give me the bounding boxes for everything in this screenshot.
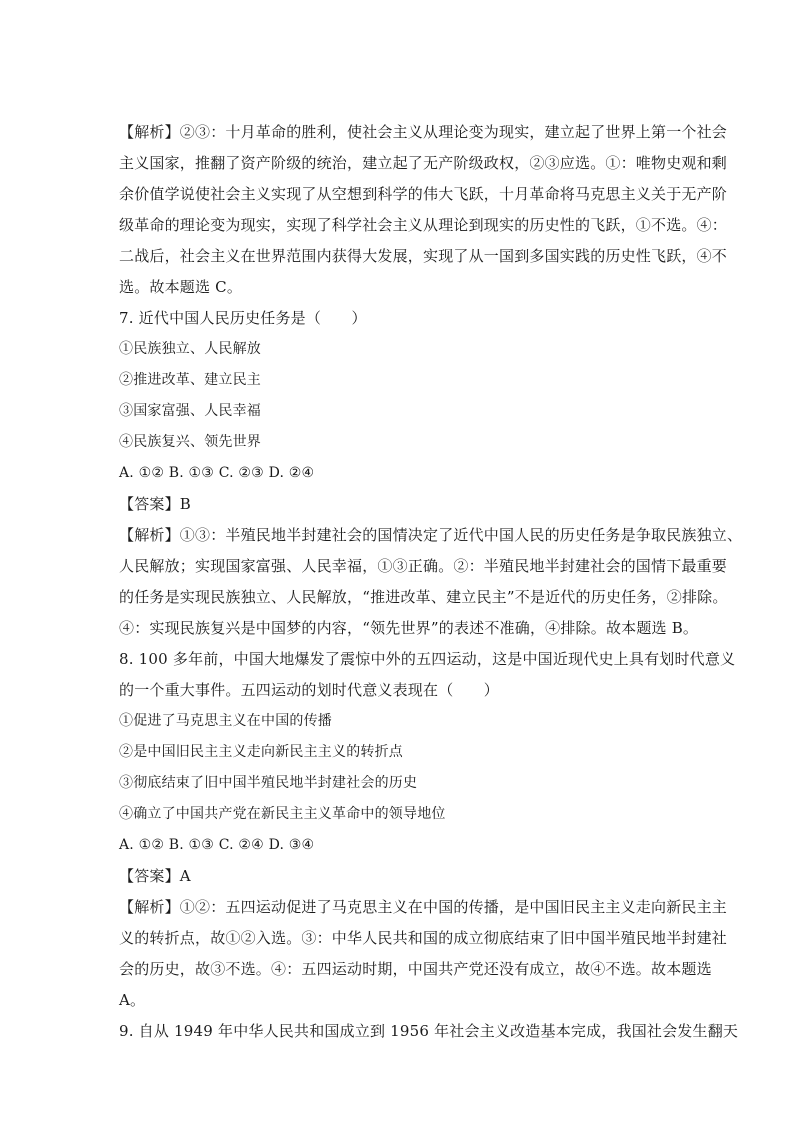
q8-option-1: ①促进了马克思主义在中国的传播 bbox=[119, 713, 332, 729]
q8-option-2: ②是中国旧民主主义走向新民主主义的转折点 bbox=[119, 744, 403, 760]
q8-stem-line-2: 的一个重大事件。五四运动的划时代意义表现在（ ） bbox=[119, 681, 500, 699]
q7-analysis-line-4: ④：实现民族复兴是中国梦的内容，“领先世界”的表述不准确，④排除。故本题选 B。 bbox=[119, 619, 699, 637]
q8-stem-line-1: 8. 100 多年前，中国大地爆发了震惊中外的五四运动，这是中国近现代史上具有划时代意义 bbox=[119, 650, 736, 668]
q7-choices: A. ①② B. ①③ C. ②③ D. ②④ bbox=[119, 465, 315, 481]
q6-analysis-line-4: 级革命的理论变为现实，实现了科学社会主义从理论到现实的历史性的飞跃，①不选。④： bbox=[119, 216, 728, 234]
q8-analysis-line-3: 会的历史，故③不选。④：五四运动时期，中国共产党还没有成立，故④不选。故本题选 bbox=[119, 960, 712, 978]
q6-analysis-line-3: 余价值学说使社会主义实现了从空想到科学的伟大飞跃，十月革命将马克思主义关于无产阶 bbox=[119, 185, 728, 203]
q6-analysis-line-2: 主义国家，推翻了资产阶级的统治，建立起了无产阶级政权，②③应选。①：唯物史观和剩 bbox=[119, 154, 728, 172]
q8-option-3: ③彻底结束了旧中国半殖民地半封建社会的历史 bbox=[119, 775, 418, 791]
q7-analysis-line-3: 的任务是实现民族独立、人民解放，“推进改革、建立民主”不是近代的历史任务，②排除。 bbox=[119, 588, 728, 606]
q7-option-4: ④民族复兴、领先世界 bbox=[119, 434, 261, 450]
q8-option-4: ④确立了中国共产党在新民主主义革命中的领导地位 bbox=[119, 806, 446, 822]
q6-analysis-line-5: 二战后，社会主义在世界范围内获得大发展，实现了从一国到多国实践的历史性飞跃，④不 bbox=[119, 247, 728, 265]
q8-analysis-line-2: 义的转折点，故①②入选。③：中华人民共和国的成立彻底结束了旧中国半殖民地半封建社 bbox=[119, 929, 728, 947]
q7-option-1: ①民族独立、人民解放 bbox=[119, 341, 261, 357]
q6-analysis-line-1: 【解析】②③：十月革命的胜利，使社会主义从理论变为现实，建立起了世界上第一个社会 bbox=[119, 123, 728, 141]
q8-analysis-line-1: 【解析】①②：五四运动促进了马克思主义在中国的传播，是中国旧民主主义走向新民主主 bbox=[119, 898, 728, 916]
q8-choices: A. ①② B. ①③ C. ②④ D. ③④ bbox=[119, 837, 315, 853]
q6-analysis-line-6: 选。故本题选 C。 bbox=[119, 278, 243, 296]
q9-stem-line-1: 9. 自从 1949 年中华人民共和国成立到 1956 年社会主义改造基本完成，我国社会发生翻天 bbox=[119, 1022, 739, 1040]
q8-analysis-line-4: A。 bbox=[119, 991, 146, 1009]
q8-answer: 【答案】A bbox=[119, 867, 191, 885]
q7-option-3: ③国家富强、人民幸福 bbox=[119, 403, 261, 419]
q7-analysis-line-2: 人民解放；实现国家富强、人民幸福，①③正确。②：半殖民地半封建社会的国情下最重要 bbox=[119, 557, 728, 575]
q7-analysis-line-1: 【解析】①③：半殖民地半封建社会的国情决定了近代中国人民的历史任务是争取民族独立、 bbox=[119, 526, 743, 544]
q7-stem: 7. 近代中国人民历史任务是（ ） bbox=[119, 309, 367, 327]
q7-option-2: ②推进改革、建立民主 bbox=[119, 372, 261, 388]
q7-answer: 【答案】B bbox=[119, 495, 192, 513]
